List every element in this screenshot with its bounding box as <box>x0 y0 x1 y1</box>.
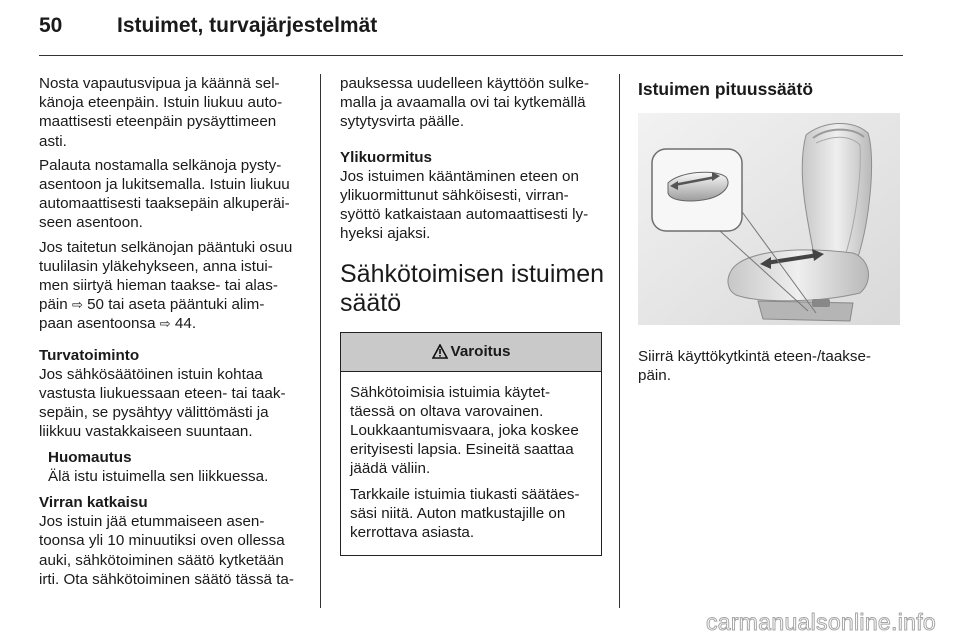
page-title: Istuimet, turvajärjestelmät <box>117 14 378 37</box>
page-reference-icon[interactable]: ⇨ <box>159 316 171 332</box>
section-title: Sähkötoimisen istuimen säätö <box>340 259 605 317</box>
subheading: Turvatoiminto <box>39 346 140 364</box>
subheading: Virran katkaisu <box>39 494 148 512</box>
column-2 <box>340 74 605 556</box>
warning-title: Varoitus <box>450 342 511 360</box>
warning-header <box>341 333 601 372</box>
paragraph: Tarkkaile istuimia tiukasti säätäes- säsi niitä. Auton matkustajille on kerrottava asiasta. <box>350 485 580 542</box>
paragraph: Nosta vapautusvipua ja käännä sel- känoja eteenpäin. Istuin liukuu auto- maattisesti eteenpäin pysäyttimeen asti. <box>39 75 283 150</box>
figure-caption: Siirrä käyttökytkintä eteen-/taakse- päin. <box>638 348 871 385</box>
paragraph: Jos istuin jää etummaiseen asen- toonsa yli 10 minuutiksi oven ollessa auki, sähkötoiminen säätö kytketään irti. Ota sähkötoiminen säätö tässä ta- <box>39 513 294 588</box>
subheading: Ylikuormitus <box>340 148 432 166</box>
warning-triangle-icon <box>432 336 448 374</box>
paragraph: Sähkötoimisia istuimia käytet- täessä on oltava varovainen. Loukkaantumisvaara, joka koskee erityisesti lapsia. Esineitä saattaa jäädä väliin. <box>350 383 579 478</box>
page-reference[interactable]: 44. <box>174 315 197 333</box>
column-divider <box>619 74 620 608</box>
section-heading: Istuimen pituussäätö <box>638 79 814 99</box>
page-header <box>39 14 377 44</box>
column-3 <box>638 74 904 390</box>
warning-body <box>341 372 601 556</box>
seat-illustration-image <box>638 113 900 325</box>
column-1 <box>39 74 307 594</box>
header-divider <box>39 55 903 56</box>
page-number: 50 <box>39 14 63 37</box>
warning-box <box>340 332 602 557</box>
note-title: Huomautus <box>48 448 132 466</box>
note-text: Älä istu istuimella sen liikkuessa. <box>48 467 269 485</box>
paragraph: Jos taitetun selkänojan pääntuki osuu tuulilasin yläkehykseen, anna istui- men siirtyä hieman taakse- tai alas- päin ⇨ 50 tai aseta pääntuki alim- paan asentoonsa ⇨ 44. <box>39 238 293 333</box>
note-box <box>48 448 307 486</box>
page-reference[interactable]: 50 tai aseta pääntuki alim- <box>87 296 265 314</box>
paragraph: Jos sähkösäätöinen istuin kohtaa vastusta liukuessaan eteen- tai taak- sepäin, se pysähtyy välittömästi ja liikkuu vastakkaiseen suuntaan. <box>39 365 286 441</box>
paragraph: Jos istuimen kääntäminen eteen on ylikuormittunut sähköisesti, virran- syöttö katkaistaan automaattisesti ly- hyeksi ajaksi. <box>340 167 589 243</box>
watermark: carmanualsonline.info <box>705 609 936 635</box>
page-reference-icon[interactable]: ⇨ <box>71 297 83 313</box>
seat-adjustment-illustration <box>638 113 900 325</box>
column-divider <box>320 74 321 608</box>
paragraph: pauksessa uudelleen käyttöön sulke- malla ja avaamalla ovi tai kytkemällä sytytysvirta päälle. <box>340 75 590 131</box>
paragraph: Palauta nostamalla selkänoja pysty- asentoon ja lukitsemalla. Istuin liukuu automaattisesti taaksepäin alkuperäi- seen asentoon. <box>39 156 290 232</box>
